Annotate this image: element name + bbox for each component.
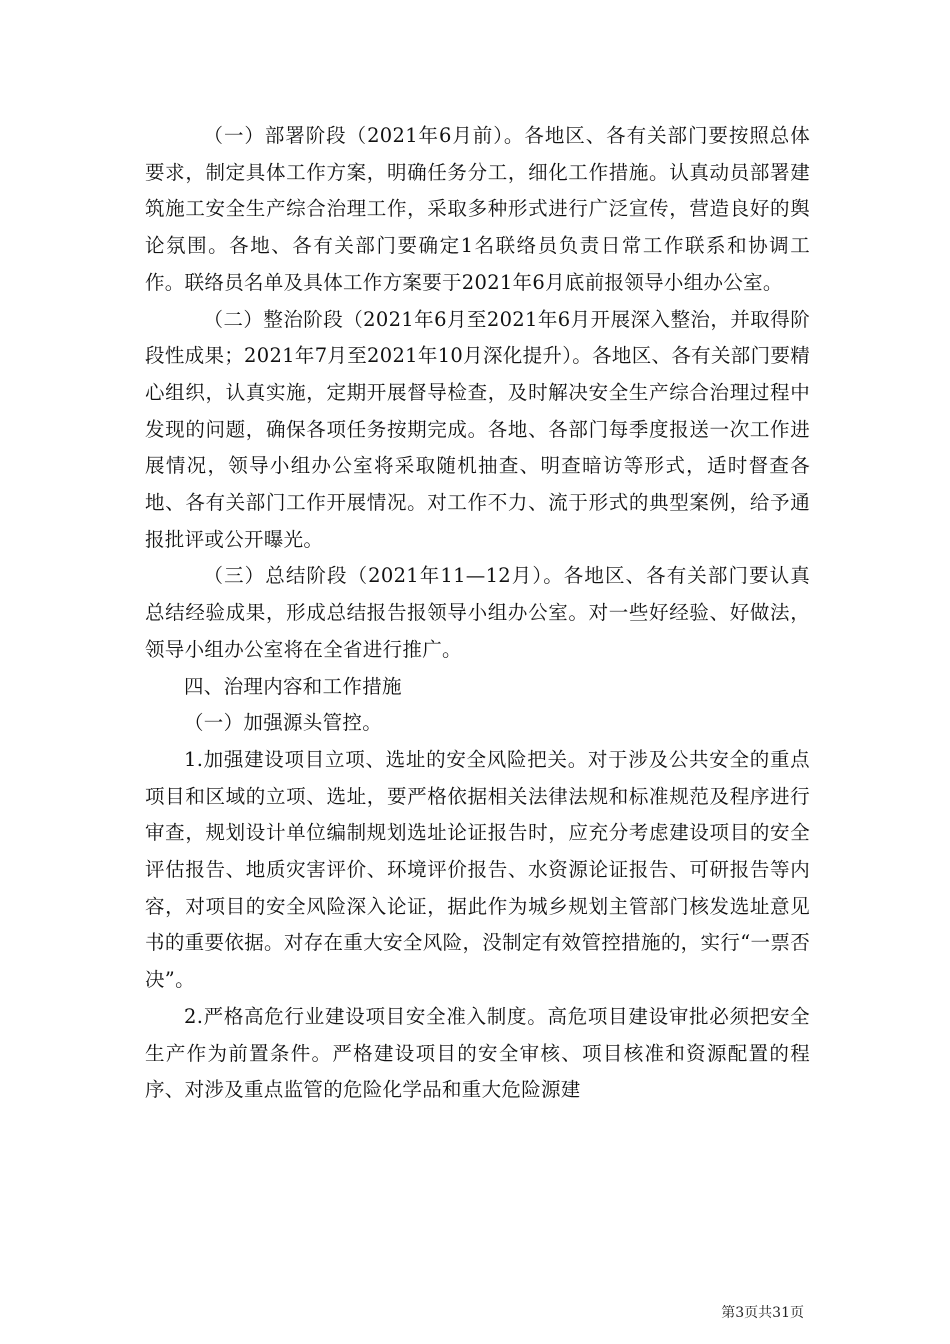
paragraph-summary-stage: （三）总结阶段（2021年11—12月）。各地区、各有关部门要认真总结经验成果，形成总结报告报领导小组办公室。对一些好经验、好做法，领导小组办公室将在全省进行推广。 xyxy=(145,564,810,661)
paragraph-item-2: 2.严格高危行业建设项目安全准入制度。高危项目建设审批必须把安全生产作为前置条件。严格建设项目的安全审核、项目核准和资源配置的程序、对涉及重点监管的危险化学品和重大危险源建 xyxy=(145,1004,810,1102)
paragraph-deployment-stage: （一）部署阶段（2021年6月前）。各地区、各有关部门要按照总体要求，制定具体工作方案，明确任务分工，细化工作措施。认真动员部署建筑施工安全生产综合治理工作，采取多种形式进行广泛宣传，营造良好的舆论氛围。各地、各有关部门要确定1名联络员负责日常工作联系和协调工作。联络员名单及具体工作方案要于2021年6月底前报领导小组办公室。 xyxy=(145,124,810,294)
paragraph-item-1: 1.加强建设项目立项、选址的安全风险把关。对于涉及公共安全的重点项目和区域的立项、选址，要严格依据相关法律法规和标准规范及程序进行审查，规划设计单位编制规划选址论证报告时，应充分考虑建设项目的安全评估报告、地质灾害评价、环境评价报告、水资源论证报告、可研报告等内容，对项目的安全风险深入论证，据此作为城乡规划主管部门核发选址意见书的重要依据。对存在重大安全风险，没制定有效管控措施的，实行“一票否决”。 xyxy=(145,747,810,992)
document-body xyxy=(145,118,810,1109)
page-number-footer: 第3页共31页 xyxy=(721,1305,804,1321)
paragraph-rectification-stage: （二）整治阶段（2021年6月至2021年6月开展深入整治，并取得阶段性成果；2021年7月至2021年10月深化提升）。各地区、各有关部门要精心组织，认真实施，定期开展督导检查，及时解决安全生产综合治理过程中发现的问题，确保各项任务按期完成。各地、各部门每季度报送一次工作进展情况，领导小组办公室将采取随机抽查、明查暗访等形式，适时督查各地、各有关部门工作开展情况。对工作不力、流于形式的典型案例，给予通报批评或公开曝光。 xyxy=(145,307,810,551)
subsection-heading-source-control: （一）加强源头管控。 xyxy=(184,711,383,735)
section-heading-governance: 四、治理内容和工作措施 xyxy=(184,674,402,698)
